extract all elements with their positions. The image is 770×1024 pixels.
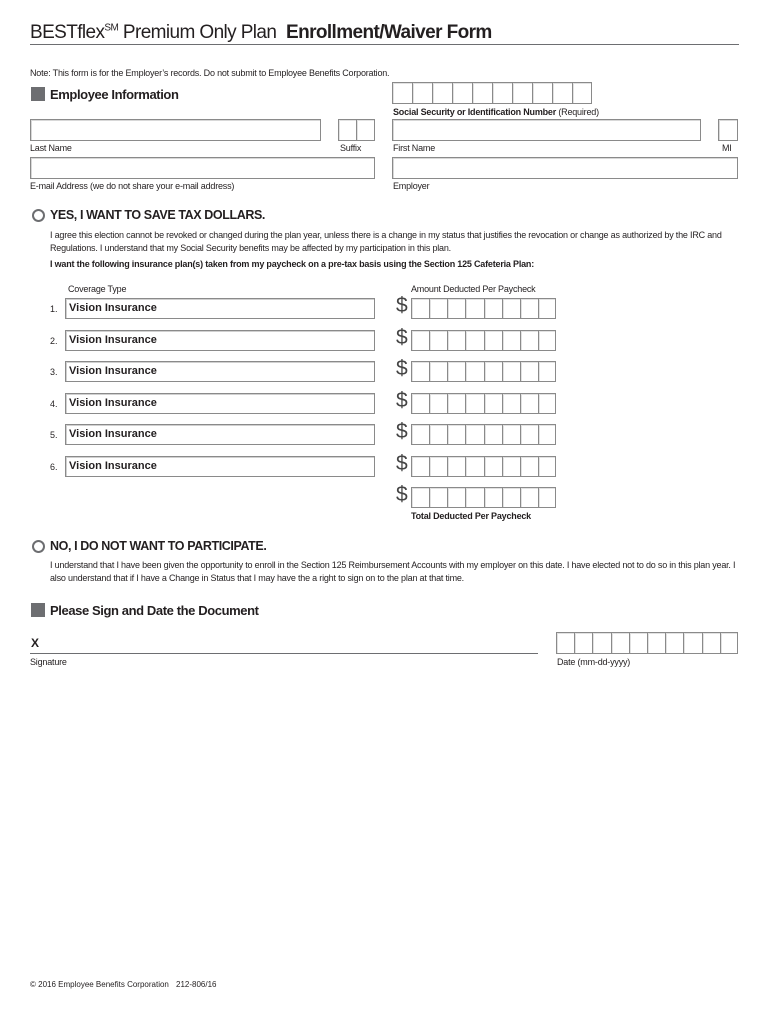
date-digit-box[interactable] xyxy=(611,632,629,654)
amount-digit-box[interactable] xyxy=(520,361,538,382)
ssn-field[interactable] xyxy=(392,82,592,104)
last-name-input[interactable] xyxy=(30,119,321,141)
no-heading: NO, I DO NOT WANT TO PARTICIPATE. xyxy=(50,539,267,553)
amount-digit-box[interactable] xyxy=(429,330,447,351)
records-note: Note: This form is for the Employer’s records. Do not submit to Employee Benefits Corporation. xyxy=(30,68,390,78)
coverage-type-input[interactable] xyxy=(65,330,375,351)
date-digit-box[interactable] xyxy=(592,632,610,654)
amount-digit-box[interactable] xyxy=(465,424,483,445)
amount-digit-box[interactable] xyxy=(429,487,447,508)
ssn-digit-box[interactable] xyxy=(492,82,512,104)
suffix-field[interactable] xyxy=(338,119,375,141)
coverage-row-number: 5. xyxy=(50,430,58,440)
section-marker-sign xyxy=(31,603,45,617)
pretax-instruction: I want the following insurance plan(s) taken from my paycheck on a pre-tax basis using the Section 125 Cafeteria Plan: xyxy=(50,259,535,269)
amount-digit-box[interactable] xyxy=(520,298,538,319)
signature-x: X xyxy=(31,636,40,650)
amount-digit-box[interactable] xyxy=(538,424,556,445)
yes-radio[interactable] xyxy=(32,209,45,222)
amount-field[interactable] xyxy=(411,298,556,319)
amount-digit-box[interactable] xyxy=(447,456,465,477)
ssn-digit-box[interactable] xyxy=(532,82,552,104)
amount-digit-box[interactable] xyxy=(538,487,556,508)
date-digit-box[interactable] xyxy=(556,632,574,654)
amount-digit-box[interactable] xyxy=(465,456,483,477)
amount-digit-box[interactable] xyxy=(429,424,447,445)
coverage-row-number: 3. xyxy=(50,367,58,377)
dollar-sign: $ xyxy=(396,420,408,443)
last-name-label: Last Name xyxy=(30,143,72,153)
amount-digit-box[interactable] xyxy=(484,456,502,477)
amount-digit-box[interactable] xyxy=(502,424,520,445)
total-label: Total Deducted Per Paycheck xyxy=(411,511,531,521)
ssn-label-bold: Social Security or Identification Number xyxy=(393,107,557,117)
dollar-sign: $ xyxy=(396,357,408,380)
date-label: Date (mm-dd-yyyy) xyxy=(557,657,631,667)
plan-title-rest: Premium Only Plan xyxy=(118,22,277,43)
ssn-label xyxy=(393,107,599,117)
amount-digit-box[interactable] xyxy=(447,298,465,319)
email-input[interactable] xyxy=(30,157,375,179)
suffix-box[interactable] xyxy=(338,119,356,141)
signature-line[interactable] xyxy=(30,653,538,654)
amount-digit-box[interactable] xyxy=(429,456,447,477)
plan-title-main: BESTflex xyxy=(30,22,105,43)
amount-digit-box[interactable] xyxy=(538,330,556,351)
coverage-type-value: Vision Insurance xyxy=(69,302,157,314)
date-field[interactable] xyxy=(556,632,738,654)
amount-digit-box[interactable] xyxy=(502,361,520,382)
ssn-digit-box[interactable] xyxy=(392,82,412,104)
amount-digit-box[interactable] xyxy=(447,393,465,414)
amount-digit-box[interactable] xyxy=(411,298,429,319)
coverage-type-input[interactable] xyxy=(65,424,375,445)
amount-digit-box[interactable] xyxy=(484,424,502,445)
dollar-sign: $ xyxy=(396,452,408,475)
amount-field[interactable] xyxy=(411,393,556,414)
coverage-type-value: Vision Insurance xyxy=(69,334,157,346)
suffix-box[interactable] xyxy=(356,119,375,141)
ssn-digit-box[interactable] xyxy=(432,82,452,104)
coverage-type-value: Vision Insurance xyxy=(69,365,157,377)
employer-label: Employer xyxy=(393,181,430,191)
ssn-label-required: (Required) xyxy=(556,107,599,117)
amount-digit-box[interactable] xyxy=(465,361,483,382)
no-paragraph: I understand that I have been given the opportunity to enroll in the Section 125 Reimbursement Accounts with my employer on this date. I have elected not to do so in this plan year. I also understand that if I have a Change in Status that I may have the a right to sign on to the plan at that time. xyxy=(50,560,736,583)
section-marker-employee xyxy=(31,87,45,101)
amount-digit-box[interactable] xyxy=(411,330,429,351)
amount-digit-box[interactable] xyxy=(447,487,465,508)
date-digit-box[interactable] xyxy=(629,632,647,654)
employer-input[interactable] xyxy=(392,157,738,179)
date-digit-box[interactable] xyxy=(647,632,665,654)
no-radio[interactable] xyxy=(32,540,45,553)
first-name-label: First Name xyxy=(393,143,436,153)
amount-digit-box[interactable] xyxy=(484,393,502,414)
amount-digit-box[interactable] xyxy=(447,361,465,382)
coverage-type-input[interactable] xyxy=(65,456,375,477)
ssn-digit-box[interactable] xyxy=(412,82,432,104)
coverage-row-number: 6. xyxy=(50,462,58,472)
amount-header: Amount Deducted Per Paycheck xyxy=(411,284,536,294)
dollar-sign: $ xyxy=(396,326,408,349)
amount-field[interactable] xyxy=(411,456,556,477)
coverage-row-number: 2. xyxy=(50,336,58,346)
coverage-type-input[interactable] xyxy=(65,393,375,414)
amount-digit-box[interactable] xyxy=(484,298,502,319)
middle-initial-input[interactable] xyxy=(718,119,738,141)
service-mark: SM xyxy=(104,22,119,34)
ssn-digit-box[interactable] xyxy=(512,82,532,104)
amount-digit-box[interactable] xyxy=(520,456,538,477)
amount-digit-box[interactable] xyxy=(520,424,538,445)
dollar-sign: $ xyxy=(396,389,408,412)
amount-digit-box[interactable] xyxy=(465,330,483,351)
amount-digit-box[interactable] xyxy=(429,393,447,414)
amount-digit-box[interactable] xyxy=(484,330,502,351)
coverage-row-number: 1. xyxy=(50,304,58,314)
amount-digit-box[interactable] xyxy=(429,298,447,319)
amount-digit-box[interactable] xyxy=(447,424,465,445)
amount-digit-box[interactable] xyxy=(447,330,465,351)
amount-digit-box[interactable] xyxy=(484,361,502,382)
date-digit-box[interactable] xyxy=(702,632,720,654)
amount-digit-box[interactable] xyxy=(520,393,538,414)
date-digit-box[interactable] xyxy=(683,632,701,654)
coverage-type-value: Vision Insurance xyxy=(69,397,157,409)
amount-digit-box[interactable] xyxy=(484,487,502,508)
date-digit-box[interactable] xyxy=(665,632,683,654)
amount-digit-box[interactable] xyxy=(465,487,483,508)
header-rule xyxy=(30,44,739,45)
amount-digit-box[interactable] xyxy=(502,298,520,319)
amount-digit-box[interactable] xyxy=(502,393,520,414)
coverage-type-input[interactable] xyxy=(65,361,375,382)
amount-digit-box[interactable] xyxy=(502,456,520,477)
amount-digit-box[interactable] xyxy=(411,456,429,477)
date-digit-box[interactable] xyxy=(720,632,738,654)
dollar-sign: $ xyxy=(396,294,408,317)
amount-digit-box[interactable] xyxy=(411,487,429,508)
footer-copyright: © 2016 Employee Benefits Corporation xyxy=(30,980,169,989)
mi-label: MI xyxy=(722,143,732,153)
coverage-row-number: 4. xyxy=(50,399,58,409)
amount-digit-box[interactable] xyxy=(502,487,520,508)
form-title: Enrollment/Waiver Form xyxy=(286,22,492,43)
footer-form-number: 212-806/16 xyxy=(176,980,217,989)
amount-digit-box[interactable] xyxy=(502,330,520,351)
ssn-digit-box[interactable] xyxy=(452,82,472,104)
coverage-type-value: Vision Insurance xyxy=(69,460,157,472)
employee-info-heading: Employee Information xyxy=(50,87,179,102)
suffix-label: Suffix xyxy=(340,143,362,153)
amount-field[interactable] xyxy=(411,361,556,382)
sign-heading: Please Sign and Date the Document xyxy=(50,603,259,618)
amount-digit-box[interactable] xyxy=(520,487,538,508)
email-label: E-mail Address (we do not share your e-mail address) xyxy=(30,181,235,191)
amount-digit-box[interactable] xyxy=(465,298,483,319)
amount-digit-box[interactable] xyxy=(465,393,483,414)
amount-digit-box[interactable] xyxy=(538,361,556,382)
amount-digit-box[interactable] xyxy=(538,298,556,319)
ssn-digit-box[interactable] xyxy=(472,82,492,104)
amount-field[interactable] xyxy=(411,424,556,445)
amount-digit-box[interactable] xyxy=(520,330,538,351)
amount-digit-box[interactable] xyxy=(538,393,556,414)
coverage-type-input[interactable] xyxy=(65,298,375,319)
amount-field[interactable] xyxy=(411,330,556,351)
coverage-type-value: Vision Insurance xyxy=(69,428,157,440)
amount-digit-box[interactable] xyxy=(411,393,429,414)
signature-label: Signature xyxy=(30,657,67,667)
yes-heading: YES, I WANT TO SAVE TAX DOLLARS. xyxy=(50,208,265,222)
first-name-input[interactable] xyxy=(392,119,701,141)
coverage-type-header: Coverage Type xyxy=(68,284,127,294)
total-amount-field[interactable] xyxy=(411,487,556,508)
amount-digit-box[interactable] xyxy=(411,424,429,445)
date-digit-box[interactable] xyxy=(574,632,592,654)
ssn-digit-box[interactable] xyxy=(552,82,572,104)
ssn-digit-box[interactable] xyxy=(572,82,592,104)
dollar-sign: $ xyxy=(396,483,408,506)
amount-digit-box[interactable] xyxy=(429,361,447,382)
plan-title xyxy=(30,22,276,44)
amount-digit-box[interactable] xyxy=(538,456,556,477)
amount-digit-box[interactable] xyxy=(411,361,429,382)
yes-paragraph: I agree this election cannot be revoked or changed during the plan year, unless there is a change in my status that justifies the revocation or change as authorized by the IRC and Regulations. I understand that my Social Security benefits may be affected by my participation in this plan. xyxy=(50,230,722,253)
